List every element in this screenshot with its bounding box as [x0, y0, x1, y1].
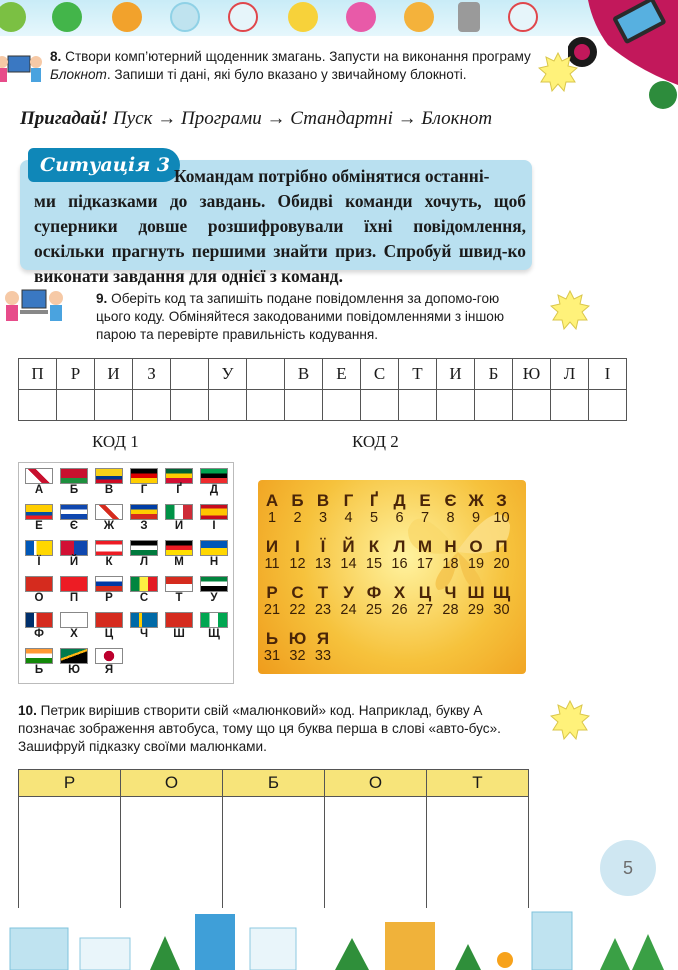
flag-icon: [60, 504, 88, 520]
answer-cell[interactable]: [171, 390, 209, 421]
code-letter: О: [469, 537, 483, 556]
message-cell: Т: [399, 359, 437, 390]
flag-icon: [200, 576, 228, 592]
code-number: 15: [365, 556, 383, 572]
code-number: 16: [391, 556, 408, 572]
number-code-cell: [311, 492, 335, 526]
flag-code-cell: [164, 504, 194, 533]
code-number: 22: [289, 602, 306, 618]
calculator-icon: [458, 2, 480, 32]
flag-letter: П: [69, 592, 79, 604]
code-number: 29: [467, 602, 485, 618]
number-code-cell: [413, 584, 437, 618]
flag-code-cell: [59, 540, 89, 569]
flag-icon: [60, 612, 88, 628]
code-number: 32: [289, 648, 306, 664]
flag-code-cell: [199, 504, 229, 533]
code-2-grid: [258, 480, 526, 674]
flag-icon: [25, 504, 53, 520]
alphabet-icon: [0, 2, 26, 32]
flag-letter: Ґ: [176, 484, 182, 496]
flag-code-cell: [164, 576, 194, 605]
number-code-cell: [388, 538, 412, 572]
flag-code-cell: [94, 648, 124, 677]
flag-code-cell: [129, 504, 159, 533]
code-letter: Б: [291, 491, 304, 510]
bird-icon: [288, 2, 318, 32]
flag-icon: [165, 540, 193, 556]
message-cell: Р: [57, 359, 95, 390]
flag-icon: [165, 576, 193, 592]
sun-icon: [550, 290, 590, 330]
flag-icon: [25, 612, 53, 628]
message-cell: И: [95, 359, 133, 390]
flag-icon: [95, 504, 123, 520]
encoding-answer-row: [19, 390, 627, 421]
code-letter: І: [295, 537, 300, 556]
flag-icon: [200, 468, 228, 484]
kids-at-computer-icon: [4, 282, 64, 326]
flag-code-cell: [199, 540, 229, 569]
code-letter: К: [368, 537, 380, 556]
code-number: 10: [493, 510, 510, 526]
flag-icon: [130, 612, 158, 628]
flag-icon: [165, 612, 193, 628]
flag-letter: Ь: [34, 664, 44, 676]
task-10-text: 10. Петрик вирішив створити свій «малюнковий» код. Наприклад, букву А позначає зображення автобуса, тому що ця буква перша в слові «авто-бус». Зашифруй підказку своїми малюнками.: [18, 703, 501, 754]
answer-cell[interactable]: [133, 390, 171, 421]
flag-code-cell: [199, 468, 229, 497]
flag-letter: Б: [69, 484, 79, 496]
number-code-cell: [439, 492, 463, 526]
flag-code-cell: [94, 576, 124, 605]
flag-letter: И: [174, 520, 184, 532]
kids-at-computer-icon: [0, 48, 42, 88]
drawing-row: [19, 797, 529, 915]
flag-letter: Д: [209, 484, 219, 496]
code-number: 31: [263, 648, 281, 664]
flag-icon: [165, 468, 193, 484]
code-number: 8: [446, 510, 455, 526]
code-number: 33: [314, 648, 332, 664]
number-code-cell: [311, 584, 335, 618]
page-number: 5: [600, 840, 656, 896]
code-number: 18: [442, 556, 459, 572]
code-letter: Х: [393, 583, 406, 602]
robot-letter-cell: Р: [19, 770, 121, 797]
flag-letter: Ш: [173, 628, 185, 640]
code-number: 27: [416, 602, 434, 618]
robot-letter-cell: О: [325, 770, 427, 797]
flag-letter: Р: [105, 592, 113, 604]
task-number: 10.: [18, 703, 37, 718]
flag-letter: Є: [69, 520, 79, 532]
flag-letter: Й: [69, 556, 79, 568]
code-number: 14: [340, 556, 357, 572]
code-number: 13: [314, 556, 332, 572]
flag-code-cell: [129, 468, 159, 497]
number-code-cell: [286, 584, 310, 618]
flag-icon: [95, 468, 123, 484]
number-code-cell: [260, 492, 284, 526]
flag-letter: Х: [70, 628, 78, 640]
number-code-cell: [413, 492, 437, 526]
code-number: 11: [264, 556, 280, 572]
answer-cell[interactable]: [361, 390, 399, 421]
flag-icon: [95, 612, 123, 628]
flag-letter: Ж: [103, 520, 115, 532]
network-icon: [508, 2, 538, 32]
flag-code-cell: [129, 612, 159, 641]
flag-letter: К: [105, 556, 113, 568]
message-cell: Л: [551, 359, 589, 390]
flag-code-cell: [129, 576, 159, 605]
code-letter: З: [496, 491, 507, 510]
flag-letter: С: [139, 592, 149, 604]
message-cell: [171, 359, 209, 390]
code-number: 28: [442, 602, 459, 618]
code-letter: И: [265, 537, 279, 556]
number-code-cell: [260, 538, 284, 572]
answer-cell[interactable]: [475, 390, 513, 421]
message-cell: В: [285, 359, 323, 390]
flag-icon: [130, 504, 158, 520]
flag-code-cell: [59, 576, 89, 605]
flag-code-cell: [94, 504, 124, 533]
task-number: 9.: [96, 291, 108, 306]
message-cell: У: [209, 359, 247, 390]
code-letter: С: [291, 583, 304, 602]
robot-letter-cell: Т: [427, 770, 529, 797]
answer-cell[interactable]: [513, 390, 551, 421]
flag-icon: [165, 504, 193, 520]
robot-letter-row: [19, 770, 529, 797]
code-1-flags: [18, 462, 232, 682]
flag-code-cell: [129, 540, 159, 569]
flag-letter: Ч: [139, 628, 149, 640]
robot-letter-cell: Б: [223, 770, 325, 797]
number-code-cell: [260, 584, 284, 618]
code-number: 25: [365, 602, 383, 618]
code-letter: У: [343, 583, 354, 602]
code-number: 24: [340, 602, 357, 618]
situation-text-line1: Командам потрібно обмінятися останні-: [174, 166, 490, 186]
flag-letter: Щ: [208, 628, 220, 640]
code-letter: М: [417, 537, 433, 556]
code-letter: Ц: [418, 583, 432, 602]
code-letter: Ф: [366, 583, 382, 602]
drawing-cell[interactable]: [19, 797, 121, 915]
flag-letter: Ю: [68, 664, 80, 676]
flag-code-cell: [24, 540, 54, 569]
cityscape-decoration: [0, 908, 678, 970]
number-code-cell: [362, 492, 386, 526]
number-code-cell: [464, 538, 488, 572]
bug-icon: [404, 2, 434, 32]
answer-cell[interactable]: [323, 390, 361, 421]
flag-code-cell: [24, 612, 54, 641]
code-letter: Р: [266, 583, 278, 602]
message-cell: С: [361, 359, 399, 390]
answer-cell[interactable]: [551, 390, 589, 421]
code-number: 12: [289, 556, 306, 572]
flag-letter: В: [104, 484, 114, 496]
answer-cell[interactable]: [437, 390, 475, 421]
flag-letter: Г: [140, 484, 148, 496]
code-number: 7: [420, 510, 430, 526]
answer-cell[interactable]: [399, 390, 437, 421]
code-letter: Ю: [288, 629, 307, 648]
drawing-cell[interactable]: [427, 797, 529, 915]
code-letter: Ь: [265, 629, 279, 648]
number-code-cell: [388, 584, 412, 618]
number-code-cell: [490, 584, 514, 618]
flag-letter: У: [210, 592, 218, 604]
code-1-title: КОД 1: [92, 432, 139, 451]
number-code-cell: [413, 538, 437, 572]
drawing-cell[interactable]: [121, 797, 223, 915]
flag-icon: [200, 540, 228, 556]
flag-code-cell: [24, 648, 54, 677]
flag-icon: [200, 504, 228, 520]
flag-letter: З: [140, 520, 148, 532]
remember-path: Пригадай! Пуск → Програми → Стандартні → Блокнот: [20, 108, 493, 129]
flag-letter: Ї: [37, 556, 41, 568]
number-code-cell: [286, 538, 310, 572]
number-code-cell: [490, 492, 514, 526]
flag-letter: М: [174, 556, 184, 568]
answer-cell[interactable]: [209, 390, 247, 421]
answer-cell[interactable]: [247, 390, 285, 421]
flag-letter: І: [212, 520, 216, 532]
picture-code-table: [18, 769, 529, 915]
message-cell: И: [437, 359, 475, 390]
flag-icon: [95, 576, 123, 592]
flag-icon: [95, 648, 123, 664]
code-letter: Ґ: [369, 491, 379, 510]
flag-code-cell: [59, 648, 89, 677]
code-letter: Д: [393, 491, 406, 510]
message-cell: І: [589, 359, 627, 390]
number-code-cell: [337, 538, 361, 572]
flag-letter: Ц: [104, 628, 114, 640]
number-code-cell: [464, 584, 488, 618]
answer-cell[interactable]: [95, 390, 133, 421]
molecule-icon: [228, 2, 258, 32]
flag-letter: Т: [175, 592, 183, 604]
drawing-cell[interactable]: [223, 797, 325, 915]
flag-letter: О: [34, 592, 44, 604]
code-number: 1: [267, 510, 277, 526]
flag-code-cell: [164, 540, 194, 569]
code-letter: Ї: [320, 537, 326, 556]
number-code-cell: [439, 538, 463, 572]
code-letter: Й: [342, 537, 355, 556]
answer-cell[interactable]: [19, 390, 57, 421]
flag-icon: [130, 576, 158, 592]
flag-code-cell: [94, 540, 124, 569]
message-letter-row: [19, 359, 627, 390]
flag-letter: Е: [35, 520, 43, 532]
message-table: [18, 358, 627, 421]
code-number: 9: [471, 510, 481, 526]
code-number: 23: [314, 602, 332, 618]
flag-letter: Я: [104, 664, 114, 676]
code-letter: Т: [317, 583, 329, 602]
number-code-cell: [362, 584, 386, 618]
sun-icon: [550, 700, 590, 740]
flag-letter: Н: [209, 556, 219, 568]
corner-laptop-decoration: [568, 0, 678, 110]
code-number: 4: [344, 510, 353, 526]
flag-icon: [25, 468, 53, 484]
moon-icon: [112, 2, 142, 32]
flag-code-cell: [164, 468, 194, 497]
number-code-cell: [362, 538, 386, 572]
flag-icon: [130, 540, 158, 556]
code-letter: Ч: [444, 583, 457, 602]
number-code-cell: [439, 584, 463, 618]
flag-icon: [60, 468, 88, 484]
robot-letter-cell: О: [121, 770, 223, 797]
code-letter: Г: [343, 491, 354, 510]
code-letter: Я: [316, 629, 330, 648]
code-number: 20: [493, 556, 510, 572]
code-letter: П: [495, 537, 508, 556]
flag-icon: [60, 540, 88, 556]
number-code-cell: [311, 630, 335, 664]
message-cell: Ю: [513, 359, 551, 390]
number-code-cell: [286, 492, 310, 526]
code-letter: В: [316, 491, 330, 510]
code-letter: Л: [393, 537, 406, 556]
task-9-text: 9. Оберіть код та запишіть подане повідомлення за допомо-гою цього коду. Обміняйтеся закодованими повідомленнями з іншою парою та перевірте правильність кодування.: [96, 291, 505, 342]
flag-icon: [200, 612, 228, 628]
flag-code-cell: [199, 612, 229, 641]
code-number: 19: [467, 556, 485, 572]
message-cell: Е: [323, 359, 361, 390]
flag-code-cell: [59, 612, 89, 641]
task-8-text: 8. Створи комп’ютерний щоденник змагань. Запусти на виконання програму Блокнот. Запиши ті дані, які було вказано у звичайному блокноті.: [50, 49, 531, 82]
message-cell: П: [19, 359, 57, 390]
flag-icon: [25, 648, 53, 664]
flag-code-cell: [59, 468, 89, 497]
flag-letter: А: [34, 484, 44, 496]
flag-icon: [60, 648, 88, 664]
code-number: 2: [293, 510, 302, 526]
flag-code-cell: [24, 468, 54, 497]
code-number: 17: [416, 556, 434, 572]
flag-letter: Ф: [34, 628, 44, 640]
code-number: 5: [369, 510, 379, 526]
number-code-cell: [286, 630, 310, 664]
number-code-cell: [311, 538, 335, 572]
code-letter: Ш: [467, 583, 485, 602]
spiral-icon: [170, 2, 200, 32]
letter-a-icon: [52, 2, 82, 32]
flag-icon: [95, 540, 123, 556]
program-name: Блокнот: [50, 67, 107, 82]
number-code-cell: [490, 538, 514, 572]
flag-code-cell: [164, 612, 194, 641]
number-code-cell: [388, 492, 412, 526]
flag-letter: Л: [139, 556, 149, 568]
number-code-cell: [337, 584, 361, 618]
situation-text: ми підказками до завдань. Обидві команди хочуть, щоб суперники довше розшифровували їхні повідомлення, оскільки прагнуть першими знайти приз. Спробуй швид-ко виконати завдання для однієї з команд.: [34, 191, 526, 286]
snowflake-icon: [346, 2, 376, 32]
code-number: 30: [493, 602, 510, 618]
answer-cell[interactable]: [57, 390, 95, 421]
message-cell: Б: [475, 359, 513, 390]
flag-code-cell: [94, 612, 124, 641]
number-code-cell: [464, 492, 488, 526]
code-letter: Є: [444, 491, 457, 510]
code-letter: Н: [444, 537, 457, 556]
flag-icon: [60, 576, 88, 592]
flag-code-cell: [199, 576, 229, 605]
code-2-title: КОД 2: [352, 432, 399, 451]
remember-label: Пригадай!: [20, 108, 109, 129]
situation-label: Ситуація 3: [28, 148, 180, 182]
flag-code-cell: [94, 468, 124, 497]
code-letter: А: [265, 491, 279, 510]
flag-icon: [25, 540, 53, 556]
flag-code-cell: [59, 504, 89, 533]
sun-icon: [538, 52, 578, 92]
flag-code-cell: [24, 576, 54, 605]
code-number: 21: [263, 602, 281, 618]
code-letter: Е: [419, 491, 431, 510]
task-number: 8.: [50, 49, 62, 64]
code-letter: Ж: [468, 491, 484, 510]
drawing-cell[interactable]: [325, 797, 427, 915]
flag-code-cell: [24, 504, 54, 533]
code-number: 3: [318, 510, 328, 526]
flag-icon: [25, 576, 53, 592]
code-number: 26: [391, 602, 408, 618]
code-number: 6: [395, 510, 404, 526]
answer-cell[interactable]: [285, 390, 323, 421]
flag-icon: [130, 468, 158, 484]
message-cell: З: [133, 359, 171, 390]
number-code-cell: [337, 492, 361, 526]
number-code-cell: [260, 630, 284, 664]
code-letter: Щ: [492, 583, 511, 602]
answer-cell[interactable]: [589, 390, 627, 421]
message-cell: [247, 359, 285, 390]
